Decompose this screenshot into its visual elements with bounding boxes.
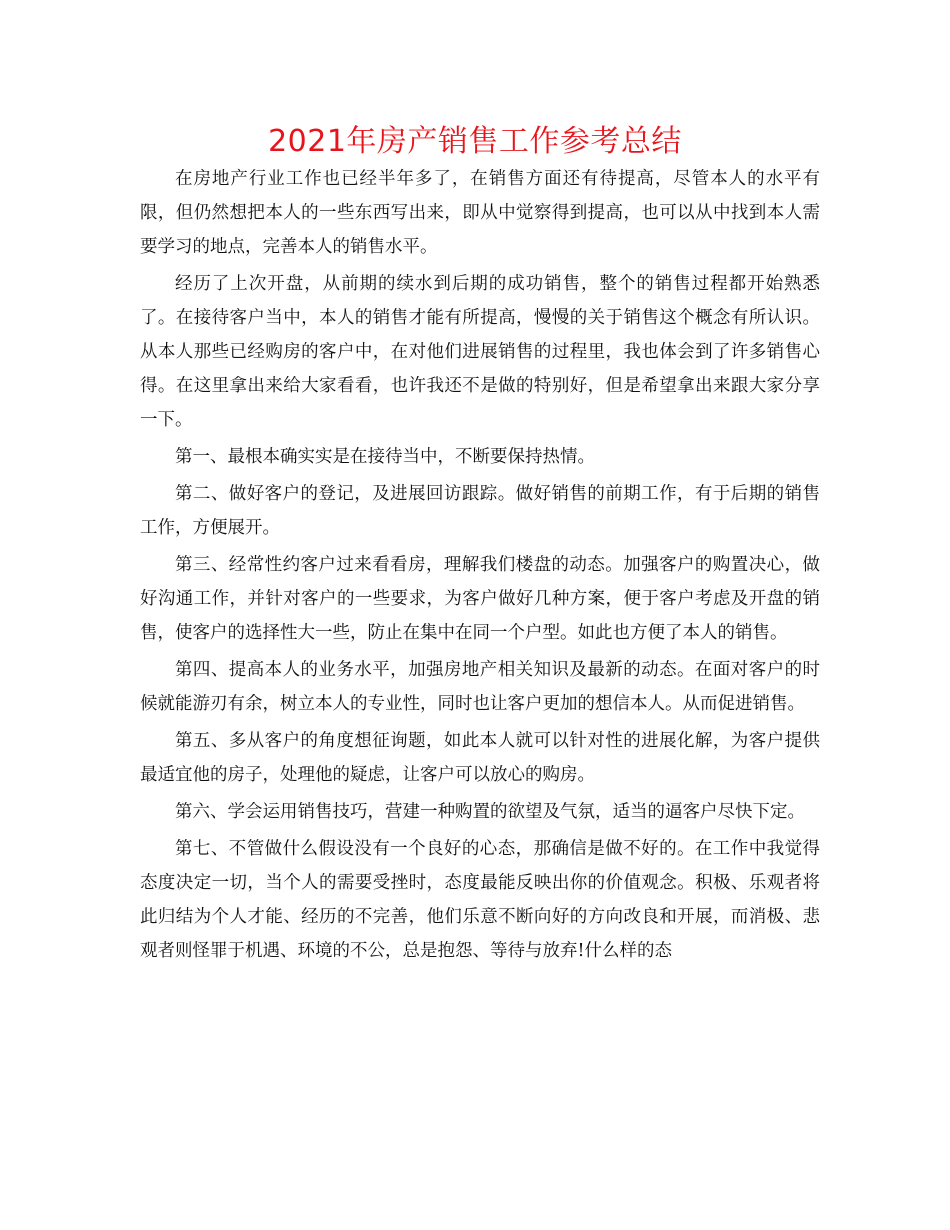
paragraph-5: 第三、经常性约客户过来看看房，理解我们楼盘的动态。加强客户的购置决心，做好沟通工作，并针对客户的一些要求，为客户做好几种方案，便于客户考虑及开盘的销售，使客户的选择性大一些，防止在集中在同一个户型。如此也方便了本人的销售。	[140, 555, 820, 643]
paragraph-1: 在房地产行业工作也已经半年多了，在销售方面还有待提高，尽管本人的水平有限，但仍然想把本人的一些东西写出来，即从中觉察得到提高，也可以从中找到本人需要学习的地点，完善本人的销售水平。	[140, 169, 820, 257]
paragraph-9: 第七、不管做什么假设没有一个良好的心态，那确信是做不好的。在工作中我觉得态度决定一切，当个人的需要受挫时，态度最能反映出你的价值观念。积极、乐观者将此归结为个人才能、经历的不完善，他们乐意不断向好的方向改良和开展，而消极、悲观者则怪罪于机遇、环境的不公，总是抱怨、等待与放弃!什么样的态	[140, 839, 820, 961]
paragraph-6: 第四、提高本人的业务水平，加强房地产相关知识及最新的动态。在面对客户的时候就能游刃有余，树立本人的专业性，同时也让客户更加的想信本人。从而促进销售。	[140, 660, 820, 714]
paragraph-7: 第五、多从客户的角度想征询题，如此本人就可以针对性的进展化解，为客户提供最适宜他的房子，处理他的疑虑，让客户可以放心的购房。	[140, 731, 820, 785]
paragraph-3: 第一、最根本确实实是在接待当中，不断要保持热情。	[175, 447, 595, 467]
paragraph-2: 经历了上次开盘，从前期的续水到后期的成功销售，整个的销售过程都开始熟悉了。在接待客户当中，本人的销售才能有所提高，慢慢的关于销售这个概念有所认识。从本人那些已经购房的客户中，在对他们进展销售的过程里，我也体会到了许多销售心得。在这里拿出来给大家看看，也许我还不是做的特别好，但是希望拿出来跟大家分享一下。	[140, 274, 820, 430]
paragraph-8: 第六、学会运用销售技巧，营建一种购置的欲望及气氛，适当的逼客户尽快下定。	[175, 802, 805, 822]
document-title: 2021年房产销售工作参考总结	[268, 124, 682, 159]
paragraph-4: 第二、做好客户的登记，及进展回访跟踪。做好销售的前期工作，有于后期的销售工作，方便展开。	[140, 484, 820, 538]
document-body	[140, 162, 820, 971]
